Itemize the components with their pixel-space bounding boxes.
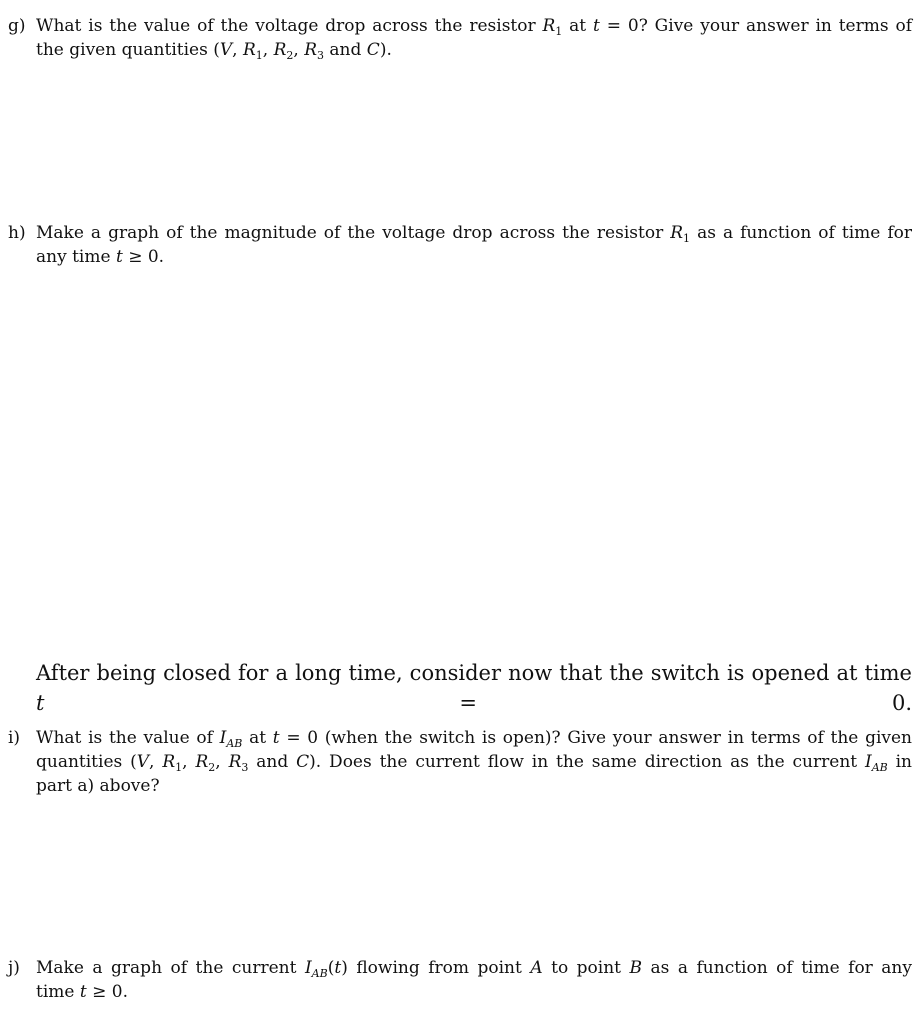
question-line: time t ≥ 0. [36,982,128,1002]
question-text [36,14,912,62]
question-line: What is the value of $I_{AB}$ at t = 0 (when the switch is open)? Give your answer in terms of the given [36,728,913,750]
question-text [36,956,912,1004]
question-text [36,221,912,269]
question-label: g) [8,16,26,36]
question-label: j) [8,958,20,978]
switch-opened-statement: After being closed for a long time, consider now that the switch is opened at time t = 0. [36,661,912,715]
question-line: Make a graph of the current $I_{AB}(t)$ flowing from point A to point B as a function of time for any [36,958,912,980]
question-i [8,726,912,798]
question-label: i) [8,728,21,748]
question-g [8,14,912,62]
question-line: the given quantities (V, $R_1$, $R_2$, $R_3$ and C). [36,40,392,62]
question-label: h) [8,223,26,243]
question-text [36,726,912,798]
question-line: What is the value of the voltage drop across the resistor $R_1$ at t = 0? Give your answer in terms of [36,16,912,38]
question-line: any time t ≥ 0. [36,247,165,267]
question-h [8,221,912,269]
question-j [8,956,912,1004]
question-line: Make a graph of the magnitude of the voltage drop across the resistor $R_1$ as a function of time for [36,223,912,245]
question-line: quantities (V, $R_1$, $R_2$, $R_3$ and C). Does the current flow in the same direction as the current $I_{AB}$ in [36,752,913,774]
question-line: part a) above? [36,776,160,796]
